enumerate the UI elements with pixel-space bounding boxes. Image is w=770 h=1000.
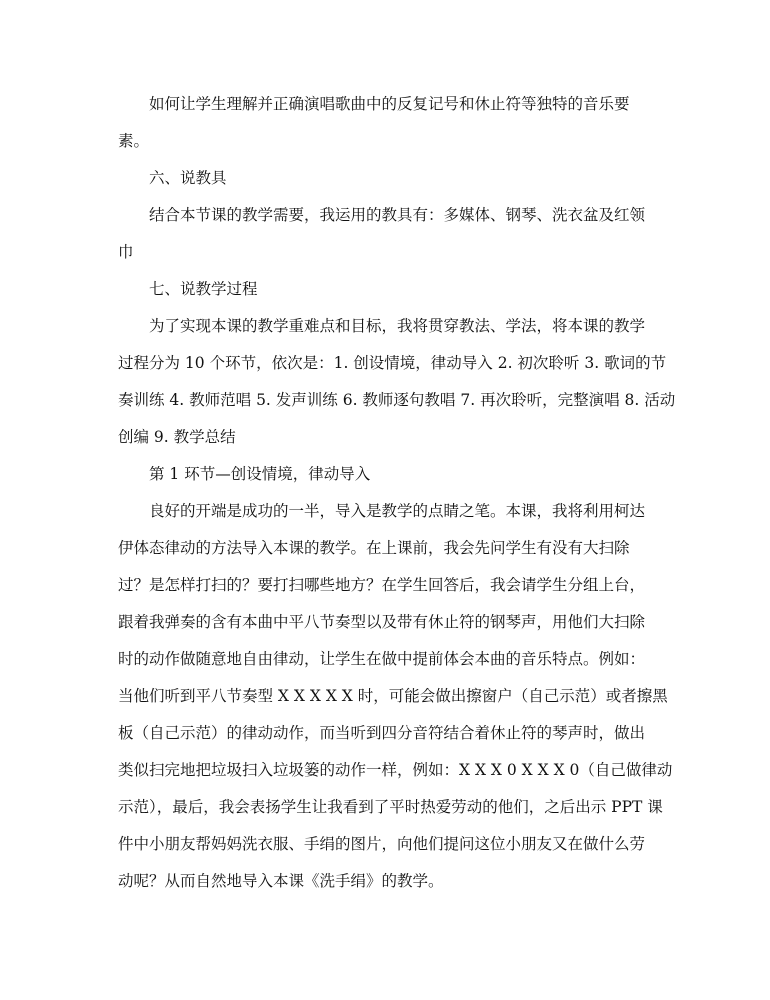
- text-line: 如何让学生理解并正确演唱歌曲中的反复记号和休止符等独特的音乐要: [149, 95, 630, 113]
- section-heading: 六、说教具: [149, 169, 227, 187]
- text-line: 良好的开端是成功的一半，导入是教学的点睛之笔。本课，我将利用柯达: [149, 502, 646, 520]
- subsection-heading: 第 1 环节—创设情境，律动导入: [149, 465, 371, 483]
- text-line: 过？是怎样打扫的？要打扫哪些地方？在学生回答后，我会请学生分组上台，: [118, 576, 646, 594]
- text-line: 素。: [118, 132, 150, 150]
- text-line: 结合本节课的教学需要，我运用的教具有：多媒体、钢琴、洗衣盆及红领: [149, 206, 646, 224]
- text-line: 跟着我弹奏的含有本曲中平八节奏型以及带有休止符的钢琴声，用他们大扫除: [118, 613, 646, 631]
- text-line: 伊体态律动的方法导入本课的教学。在上课前，我会先问学生有没有大扫除: [118, 539, 630, 557]
- text-line: 时的动作做随意地自由律动，让学生在做中提前体会本曲的音乐特点。例如：: [118, 650, 646, 668]
- text-line: 件中小朋友帮妈妈洗衣服、手绢的图片，向他们提问这位小朋友又在做什么劳: [118, 835, 646, 853]
- text-line: 动呢？从而自然地导入本课《洗手绢》的教学。: [118, 872, 444, 890]
- text-line: 过程分为 10 个环节，依次是：1. 创设情境，律动导入 2. 初次聆听 3. 歌词的节: [118, 354, 667, 372]
- text-line: 巾: [118, 243, 134, 261]
- text-line: 创编 9. 教学总结: [118, 428, 236, 446]
- text-line: 板（自己示范）的律动动作，而当听到四分音符结合着休止符的琴声时，做出: [118, 724, 646, 742]
- text-line: 当他们听到平八节奏型 X X X X X 时，可能会做出擦窗户（自己示范）或者擦黑: [118, 687, 668, 705]
- document-body: [118, 86, 676, 900]
- text-line: 类似扫完地把垃圾扫入垃圾篓的动作一样，例如：X X X 0 X X X 0（自己做律动: [118, 761, 673, 779]
- text-line: 为了实现本课的教学重难点和目标，我将贯穿教法、学法，将本课的教学: [149, 317, 646, 335]
- text-line: 奏训练 4. 教师范唱 5. 发声训练 6. 教师逐句教唱 7. 再次聆听，完整演唱 8. 活动: [118, 391, 676, 409]
- text-line: 示范），最后，我会表扬学生让我看到了平时热爱劳动的他们，之后出示 PPT 课: [118, 798, 663, 816]
- section-heading: 七、说教学过程: [149, 280, 258, 298]
